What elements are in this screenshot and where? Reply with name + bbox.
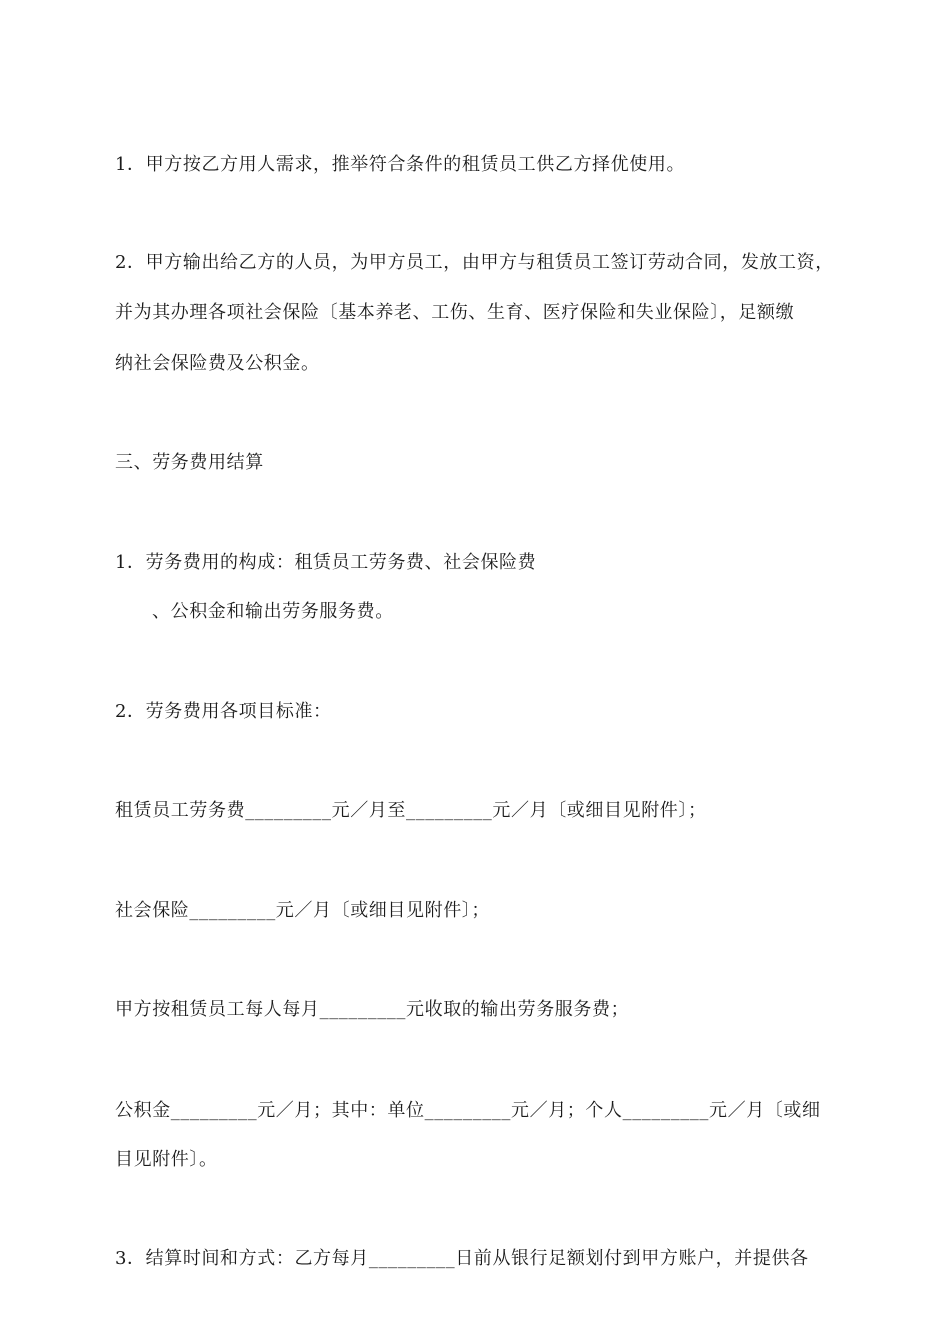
settlement-line: 3．结算时间和方式：乙方每月_________日前从银行足额划付到甲方账户，并提供各 (115, 1248, 809, 1269)
clause-2-text-line-3: 纳社会保险费及公积金。 (115, 353, 320, 374)
labor-fee-line: 租赁员工劳务费_________元／月至_________元／月〔或细目见附件〕； (115, 800, 707, 821)
clause-1-text: 1．甲方按乙方用人需求，推举符合条件的租赁员工供乙方择优使用。 (115, 154, 686, 175)
fee-composition-line-2: 、公积金和输出劳务服务费。 (152, 601, 394, 622)
clause-2-text-line-1: 2．甲方输出给乙方的人员，为甲方员工，由甲方与租赁员工签订劳动合同，发放工资， (115, 252, 834, 273)
housing-fund-line-1: 公积金_________元／月；其中：单位_________元／月；个人_________元／月〔或细 (115, 1100, 821, 1121)
service-fee-line: 甲方按租赁员工每人每月_________元收取的输出劳务服务费； (115, 999, 630, 1020)
clause-2-text-line-2: 并为其办理各项社会保险〔基本养老、工伤、生育、医疗保险和失业保险〕，足额缴 (115, 302, 795, 323)
social-insurance-line: 社会保险_________元／月〔或细目见附件〕； (115, 900, 490, 921)
section-3-heading: 三、劳务费用结算 (115, 452, 264, 473)
housing-fund-line-2: 目见附件〕。 (115, 1149, 218, 1170)
fee-standards-heading: 2．劳务费用各项目标准： (115, 701, 332, 722)
fee-composition-line-1: 1．劳务费用的构成：租赁员工劳务费、社会保险费 (115, 552, 537, 573)
